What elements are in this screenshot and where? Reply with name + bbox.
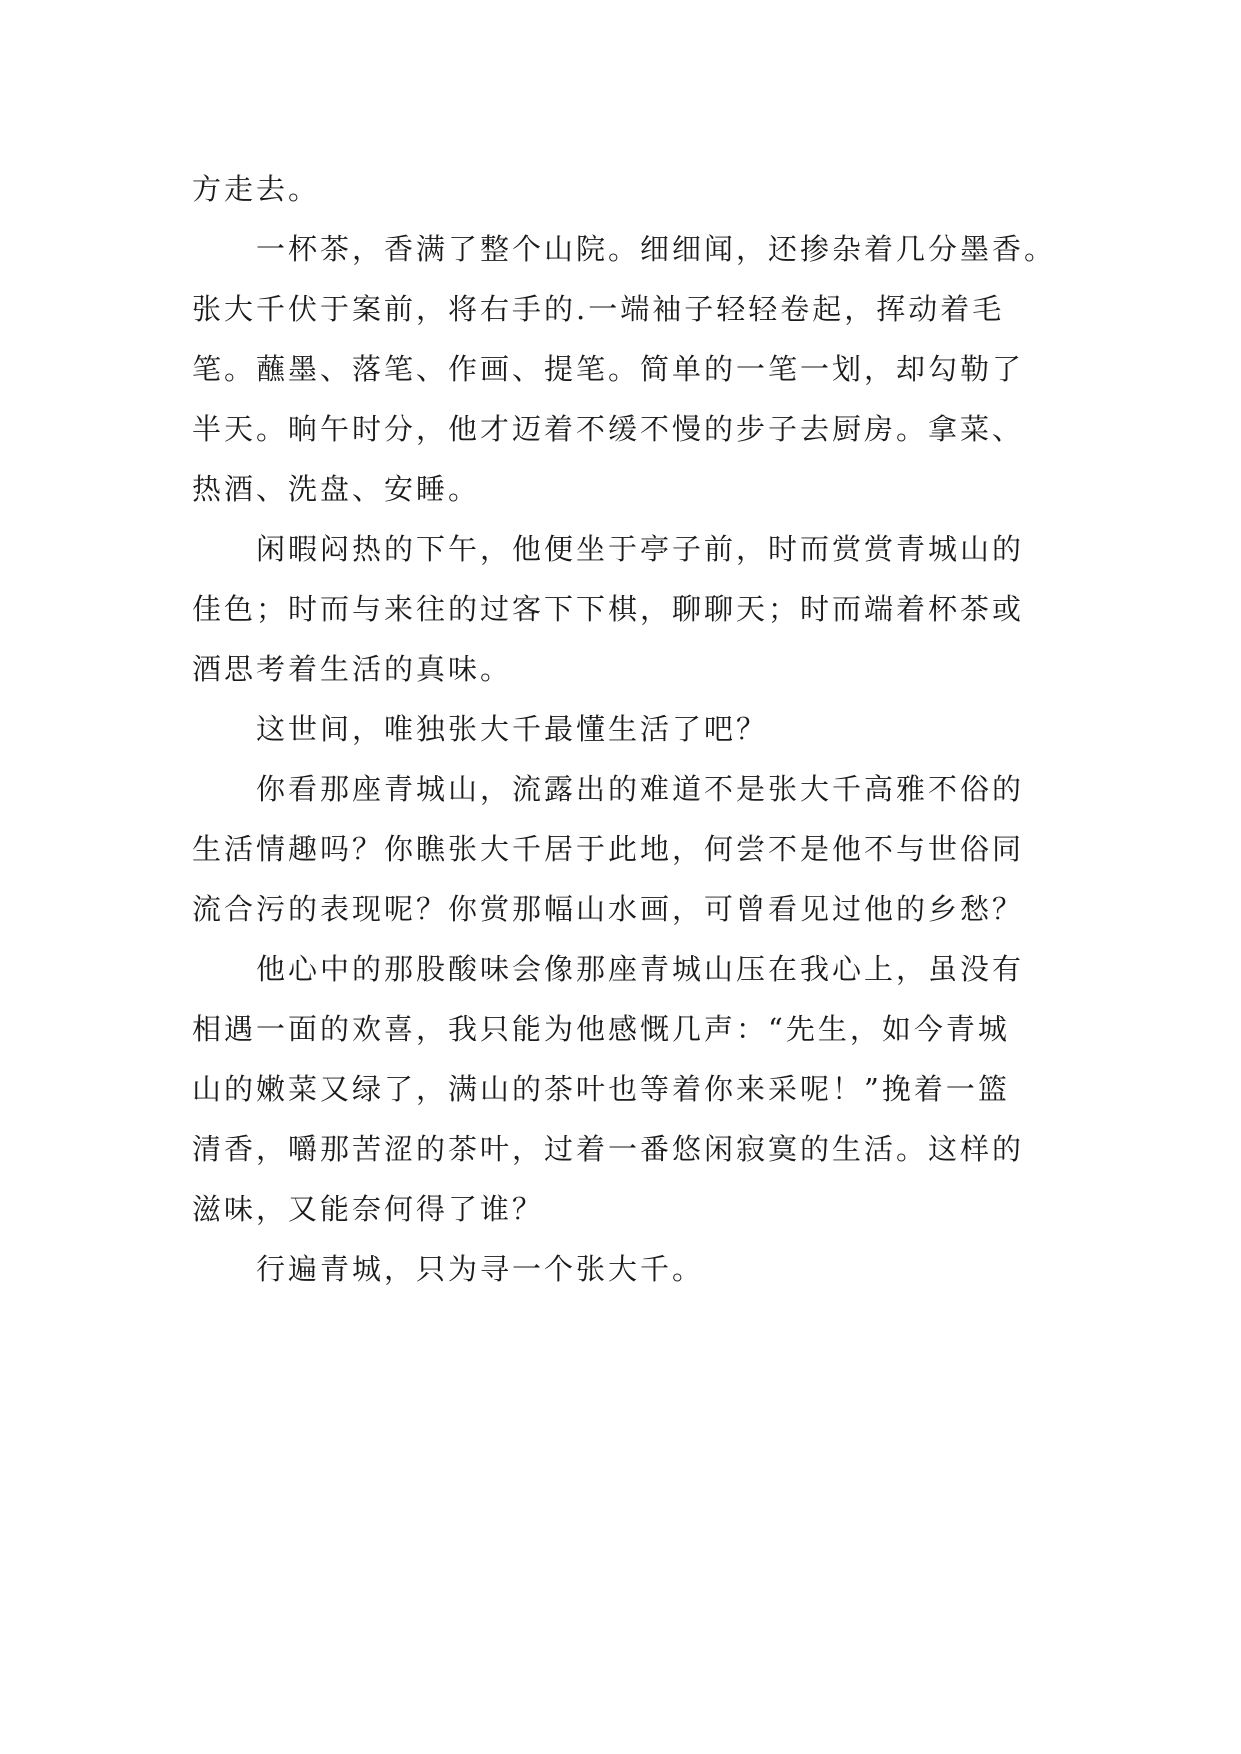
text-line: 热酒、洗盘、安睡。	[192, 472, 481, 506]
essay-body	[192, 159, 1062, 1299]
text-line: 酒思考着生活的真味。	[192, 652, 513, 686]
text-line: 闲暇闷热的下午，他便坐于亭子前，时而赏赏青城山的	[256, 532, 1025, 566]
text-line: 清香，嚼那苦涩的茶叶，过着一番悠闲寂寞的生活。这样的	[192, 1132, 1025, 1166]
text-line: 生活情趣吗？你瞧张大千居于此地，何尝不是他不与世俗同	[192, 832, 1025, 866]
text-line: 流合污的表现呢？你赏那幅山水画，可曾看见过他的乡愁？	[192, 892, 1025, 926]
text-line: 相遇一面的欢喜，我只能为他感慨几声：“先生，如今青城	[192, 1012, 1010, 1046]
text-line: 你看那座青城山，流露出的难道不是张大千高雅不俗的	[256, 772, 1025, 806]
text-line: 行遍青城，只为寻一个张大千。	[256, 1252, 705, 1286]
text-line: 张大千伏于案前，将右手的.一端袖子轻轻卷起，挥动着毛	[192, 292, 1005, 326]
text-line: 山的嫩菜又绿了，满山的茶叶也等着你来采呢！”挽着一篮	[192, 1072, 1010, 1106]
text-line: 佳色；时而与来往的过客下下棋，聊聊天；时而端着杯茶或	[192, 592, 1025, 626]
text-line: 方走去。	[192, 172, 321, 206]
text-line: 这世间，唯独张大千最懂生活了吧？	[256, 712, 769, 746]
text-line: 他心中的那股酸味会像那座青城山压在我心上，虽没有	[256, 952, 1025, 986]
text-line: 滋味，又能奈何得了谁？	[192, 1192, 545, 1226]
text-line: 半天。晌午时分，他才迈着不缓不慢的步子去厨房。拿菜、	[192, 412, 1025, 446]
text-line: 一杯茶，香满了整个山院。细细闻，还掺杂着几分墨香。	[256, 232, 1057, 266]
text-line: 笔。蘸墨、落笔、作画、提笔。简单的一笔一划，却勾勒了	[192, 352, 1025, 386]
